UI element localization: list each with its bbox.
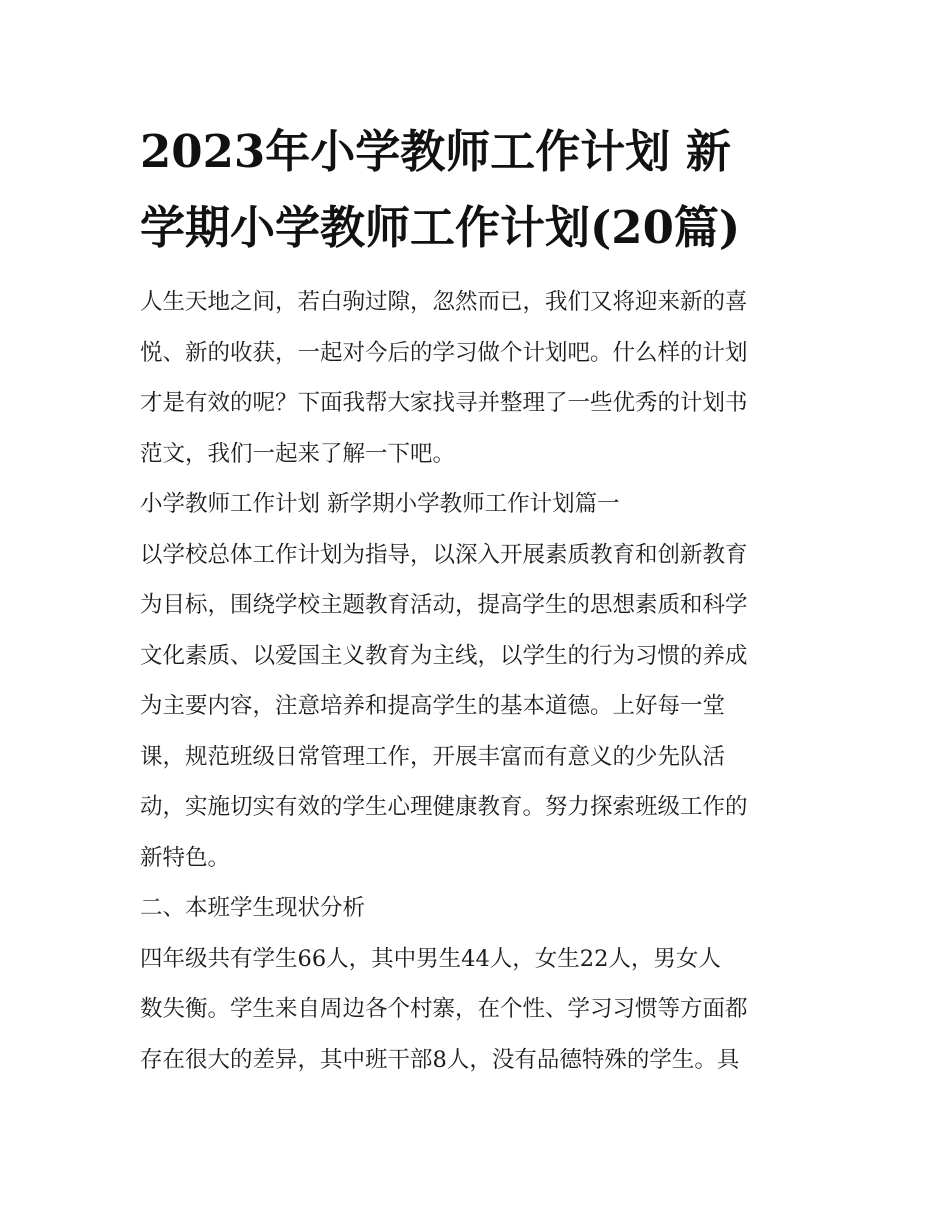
document-body: [140, 277, 820, 1085]
paragraph-line: 课，规范班级日常管理工作，开展丰富而有意义的少先队活: [140, 743, 726, 770]
section-heading: 二、本班学生现状分析: [140, 895, 366, 921]
paragraph-line: 以学校总体工作计划为指导，以深入开展素质教育和创新教育: [140, 541, 748, 568]
paragraph-line: 数失衡。学生来自周边各个村寨，在个性、学习习惯等方面都: [140, 996, 748, 1022]
paragraph-line: 动，实施切实有效的学生心理健康教育。努力探索班级工作的: [140, 794, 748, 820]
intro-line: 才是有效的呢？下面我帮大家找寻并整理了一些优秀的计划书: [140, 390, 748, 416]
paragraph-line: 为主要内容，注意培养和提高学生的基本道德。上好每一堂: [140, 693, 726, 719]
title-line-1: 2023年小学教师工作计划 新: [140, 125, 731, 178]
title-line-2: 学期小学教师工作计划(20篇): [140, 201, 741, 254]
paragraph-line: 新特色。: [140, 844, 231, 871]
paragraph-line: 四年级共有学生66人，其中男生44人，女生22人，男女人: [140, 945, 721, 972]
intro-line: 范文，我们一起来了解一下吧。: [140, 440, 456, 467]
document-title: [140, 114, 820, 266]
intro-line: 人生天地之间，若白驹过隙，忽然而已，我们又将迎来新的喜: [140, 289, 748, 315]
section-heading: 小学教师工作计划 新学期小学教师工作计划篇一: [140, 491, 620, 517]
intro-line: 悦、新的收获，一起对今后的学习做个计划吧。什么样的计划: [140, 339, 748, 366]
paragraph-line: 存在很大的差异，其中班干部8人，没有品德特殊的学生。具: [140, 1046, 740, 1073]
paragraph-line: 文化素质、以爱国主义教育为主线，以学生的行为习惯的养成: [140, 642, 748, 669]
paragraph-line: 为目标，围绕学校主题教育活动，提高学生的思想素质和科学: [140, 592, 748, 618]
